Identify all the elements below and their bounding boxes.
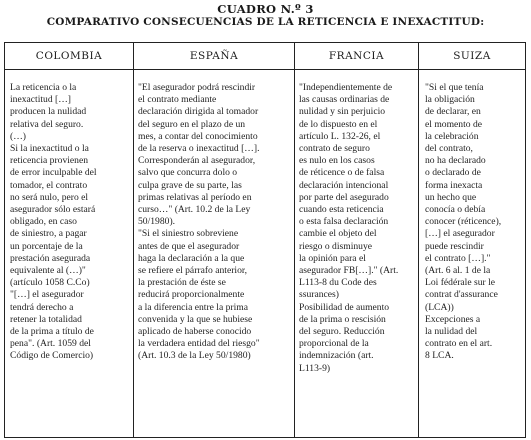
comparison-table bbox=[4, 42, 526, 438]
table-title: COMPARATIVO CONSECUENCIAS DE LA RETICENCIA E INEXACTITUD: bbox=[46, 16, 485, 28]
table-header-row bbox=[5, 43, 525, 70]
cell-espana-text: "El asegurador podrá rescindir el contrato mediante declaración dirigida al tomador del seguro en el plazo de un mes, a contar del conocimiento de la reserva o inexactitud […]. Corresponderán al asegurador, salvo que concurra dolo o culpa grave de su parte, las primas relativas al período en curso…" (Art. 10.2 de la Ley 50/1980). "Si el siniestro sobreviene antes de que el asegurador haga la declaración a la que se refiere el párrafo anterior, la prestación de éste se reducirá proporcionalmente a la diferencia entre la prima convenida y la que se hubiese aplicado de haberse conocido la verdadera entidad del riesgo" (Art. 10.3 de la Ley 50/1980) bbox=[138, 82, 260, 362]
header-francia: FRANCIA bbox=[328, 50, 385, 62]
cell-suiza-text: "Si el que tenía la obligación de declarar, en el momento de la celebración del contrato, no ha declarado o declarado de forma inexacta un hecho que conocía o debía conocer (réticence), […] el asegurador puede rescindir el contrato […]." (Art. 6 al. 1 de la Loi fédérale sur le contrat d'assurance (LCA)) Excepciones a la nulidad del contrato en el art. 8 LCA. bbox=[425, 82, 502, 362]
cell-francia-text: "Independientemente de las causas ordinarias de nulidad y sin perjuicio de lo dispuesto en el artículo L. 132-26, el contrato de seguro es nulo en los casos de réticence o de falsa declaración intencional por parte del asegurado cuando esta reticencia o esta falsa declaración cambie el objeto del riesgo o disminuye la opinión para el asegurador FB[…]." (Art. L113-8 du Code des ssurances) Posibilidad de aumento de la prima o rescisión del seguro. Reducción proporcional de la indemnización (art. L113-9) bbox=[299, 82, 399, 374]
cell-francia bbox=[295, 70, 418, 437]
cell-colombia bbox=[5, 70, 133, 437]
header-suiza: SUIZA bbox=[453, 50, 491, 62]
header-espana: ESPAÑA bbox=[189, 50, 239, 62]
cell-colombia-text: La reticencia o la inexactitud […] producen la nulidad relativa del seguro. (…) Si la inexactitud o la reticencia provienen de error inculpable del tomador, el contrato no será nulo, pero el asegurador sólo estará obligado, en caso de siniestro, a pagar un porcentaje de la prestación asegurada equivalente al (…)" (artículo 1058 C.Co) "[…] el asegurador tendrá derecho a retener la totalidad de la prima a título de pena". (Art. 1059 del Código de Comercio) bbox=[10, 82, 97, 362]
table-number: CUADRO N.º 3 bbox=[217, 2, 314, 16]
cell-suiza bbox=[419, 70, 525, 437]
header-colombia: COLOMBIA bbox=[35, 50, 103, 62]
cell-espana bbox=[134, 70, 294, 437]
